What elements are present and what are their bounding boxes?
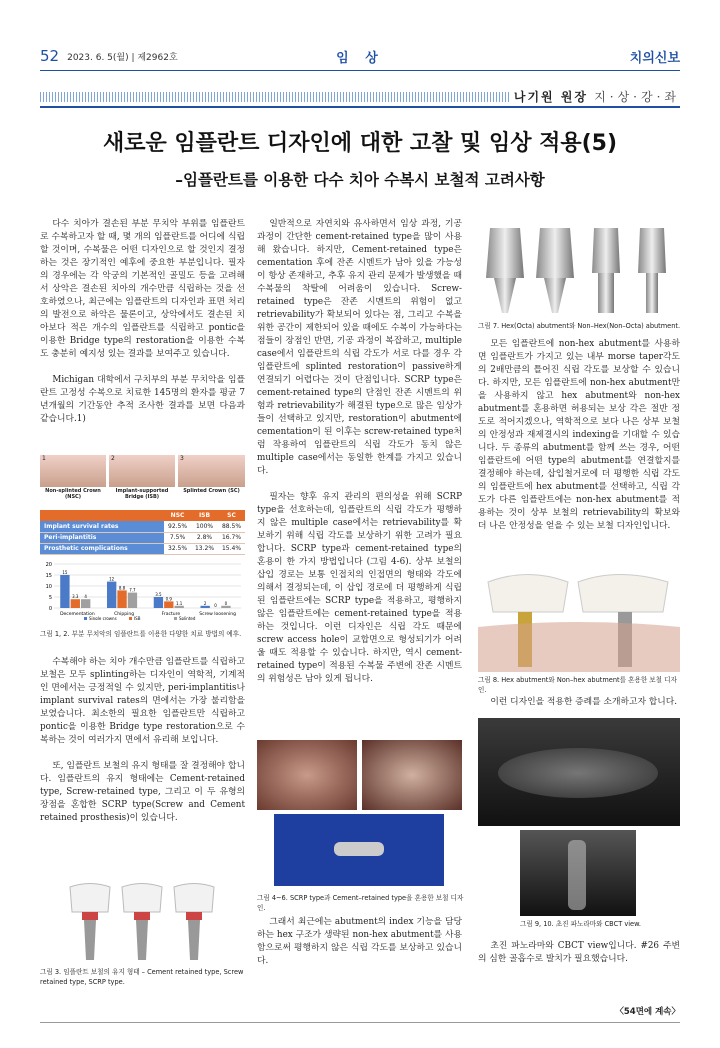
y-tick-label: 5 xyxy=(48,595,52,601)
bar xyxy=(200,606,209,608)
outcome-table xyxy=(40,510,245,555)
cement-retained-implant xyxy=(70,884,110,961)
bar-data-label: 8.8 xyxy=(118,585,126,591)
page-number: 52 xyxy=(40,47,60,65)
x-tick-label: Screw loosening xyxy=(199,612,236,617)
series-banner xyxy=(40,88,680,104)
clinical-photo-5 xyxy=(362,740,462,810)
continued-note: 〈54면에 계속〉 xyxy=(615,1007,680,1017)
bar xyxy=(175,606,184,608)
paragraph: 그래서 최근에는 abutment의 index 기능을 담당하는 hex 구조가 생략된 non-hex abutment를 사용함으로써 평행하지 않은 식립 각도를 보상하고 있습니다. xyxy=(257,917,462,966)
paragraph: 또, 임플란트 보철의 유지 형태를 잘 결정해야 합니다. 임플란트의 유지 형태에는 Cement-retained type, Screw-retained type, 그리고 이 두 유형의 장점을 혼합한 SCRP type(Screw and Cement retained prosthesis)이 있습니다. xyxy=(40,761,245,823)
bar xyxy=(154,597,163,608)
bar xyxy=(164,601,173,608)
jaw-silhouette xyxy=(498,748,658,798)
caption-fig-7: 그림 7. Hex(Octa) abutment와 Non–Hex(Non–Octa) abutment. xyxy=(478,322,681,330)
bar xyxy=(81,599,90,608)
nsc-image: 1 xyxy=(40,455,106,487)
hex-abutment-2 xyxy=(536,228,574,313)
col3-bottom-text xyxy=(478,940,680,979)
table-header: SC xyxy=(218,510,245,521)
paragraph: 초진 파노라마와 CBCT view입니다. #26 주변의 심한 골흡수로 발치가 필요했습니다. xyxy=(478,941,680,964)
y-tick-label: 15 xyxy=(45,573,52,579)
figure-7-abutments xyxy=(478,218,678,318)
newspaper-logo: 치의신보 xyxy=(629,50,680,66)
cbct-view xyxy=(520,830,636,916)
isb-image: 2 xyxy=(109,455,175,487)
col3-top-text xyxy=(478,338,680,546)
bar xyxy=(107,582,116,608)
table-header xyxy=(40,510,164,521)
banner-rule xyxy=(40,106,680,108)
screw-retained-implant xyxy=(122,884,162,961)
legend-label: Splinted xyxy=(179,616,196,620)
bar xyxy=(117,590,126,608)
issue-date: 2023. 6. 5(월) | 제2962호 xyxy=(67,52,178,63)
table-row: Prosthetic complications 32.5% 13.2% 15.4% xyxy=(40,543,245,554)
paragraph: 다수 치아가 결손된 부분 무치악 부위를 임플란트로 수복하고자 할 때, 몇 개의 임플란트를 어디에 식립할 것이며, 수복물은 어떤 디자인으로 할 것인지 결정하는 것은 장기적인 예후에 중요한 부분입니다. 필자의 경우에는 각 악궁의 기본적인 골밀도 등을 고려해서 상악은 결손된 치아의 개수만큼 식립하는 것을 선호하였으나, 최근에는 임플란트의 디자인과 표면 처리의 발전으로 하악은 물론이고, 상악에서도 결손된 치아보다 적은 개수의 임플란트를 식립하고 pontic을 이용한 Bridge type의 restoration을 이용한 수복도 충분히 예지성 있는 결과를 보여주고 있습니다. xyxy=(40,219,245,359)
series-title: 지·상·강·좌 xyxy=(594,90,680,104)
table-row: Implant survival rates 92.5% 100% 88.5% xyxy=(40,521,245,532)
bar xyxy=(221,606,230,608)
y-tick-label: 20 xyxy=(45,562,52,568)
legend-label: ISB xyxy=(134,616,141,620)
legend-label: Single crowns xyxy=(89,616,117,620)
prosthesis-photo-6 xyxy=(274,814,444,886)
bar-data-label: 7.7 xyxy=(129,587,136,593)
scrp-implant xyxy=(174,884,214,961)
paragraph: 모든 임플란트에 non-hex abutment를 사용하면 임플란트가 가지고 있는 내부 morse taper각도의 2배만큼의 틀어진 식립 각도를 보상할 수 있습니다. 하지만, 모든 임플란트에 non-hex abutment만을 사용하지 않고 hex abutment와 non-hex abutment를 혼용하면 허용되는 보상 각은 절반 정도로 적어지겠으나, 역학적으로 보다 나은 상부 보철의 안정성과 재제결시의 indexing을 기대할 수 있습니다. 두 종류의 abutment를 함께 쓰는 경우, 어떤 임플란트에 어떤 type의 abutment를 연결할지를 결정해야 하는데, 삽입철거로에 더 평행한 식립 각도의 임플란트에 hex abutment를 선택하고, 식립 각도가 다른 임플란트에는 non-hex abutment를 적용하는 것이 상부 보철의 retrievability의 확보와 더 나은 안정성을 얻을 수 있는 보철 디자인입니다. xyxy=(478,339,680,531)
sc-label: Splinted Crown (SC) xyxy=(183,488,240,494)
legend-swatch xyxy=(84,617,87,620)
caption-fig-3: 그림 3. 임플란트 보철의 유지 형태 – Cement retained type, Screw retained type, SCRP type. xyxy=(40,968,244,986)
paragraph: 일반적으로 자연치와 유사하면서 임상 과정, 기공 과정이 간단한 cement-retained type을 많이 사용해 왔습니다. 하지만, Cement-retained type은 cementation 후에 잔존 시멘트가 남아 있을 가능성이 항상 존재하고, 추후 유지 관리 문제가 발생했을 때 수복물의 착탈에 어려움이 있습니다. Screw-retained type은 잔존 시멘트의 위험이 없고 retrievability가 확보되어 있다는 점, 그리고 수복을 위한 공간이 제한되어 있을 때에도 수복이 가능하다는 점들이 장점인 반면, 기공 과정이 복잡하고, multiple case에서 임플란트의 식립 각도가 서로 다를 경우 각 임플란트에 splinted restoration이 passive하게 연결되기 어렵다는 것이 단점입니다. SCRP type은 cement-retained type의 단점인 잔존 시멘트의 위험과 retrievability가 해결된 type으로 많은 임상가들이 선택하고 있지만, restoration이 abutment에 cementation이 된 이후는 screw-retained type처럼 작용하여 임플란트의 식립 각도가 동치 않은 multiple case에서는 동일한 한계를 가지고 있습니다. xyxy=(257,219,462,476)
article-title: 새로운 임플란트 디자인에 대한 고찰 및 임상 적용(5) xyxy=(102,131,618,156)
article-subtitle: –임플란트를 이용한 다수 치아 수복시 보철적 고려사항 xyxy=(175,171,545,189)
paragraph: 이런 디자인을 적용한 증례를 소개하고자 합니다. xyxy=(490,697,678,707)
panoramic-xray xyxy=(478,718,680,826)
bar xyxy=(60,575,69,608)
table-header: ISB xyxy=(191,510,218,521)
series-author: 나기원 원장 지·상·강·좌 xyxy=(513,90,680,104)
bar-data-label: 15 xyxy=(62,570,68,575)
col1-bottom-text xyxy=(40,656,245,838)
bar xyxy=(71,599,80,608)
caption-fig-8: 그림 8. Hex abutment와 Non–hex abutment를 혼용한 보철 디자인. xyxy=(478,676,677,694)
bar-data-label: 1.1 xyxy=(175,600,183,606)
section-name: 임 상 xyxy=(336,50,384,66)
x-tick-label: Fracture xyxy=(161,612,181,617)
paragraph: Michigan 대학에서 구치부의 부분 무치악을 임플란트 고정성 수복으로 치료한 145명의 환자를 평균 7년개월의 기간동안 추적 조사한 결과를 보면 다음과 같습니다.1) xyxy=(40,375,245,424)
abutment-illustration xyxy=(478,218,678,318)
bar-data-label: 2 xyxy=(203,600,207,606)
paragraph: 필자는 향후 유지 관리의 편의성을 위해 SCRP type을 선호하는데, 임플란트의 식립 각도가 평행하지 않은 multiple case에서는 retrievability를 확보하기 위해 식립 각도를 보상하기 위한 고려가 필요합니다. SCRP type과 cement-retained type의 혼용이 한 가지 방법입니다 (그림 4-6). 상부 보철의 삽입 경로는 보통 인접치의 인접면의 형태와 각도에 의해서 결정되는데, 이 삽입 경로에 더 평행하게 식립된 임플란트에는 SCRP type을 적용하고, 평행하지 않은 임플란트에는 cement-retained type을 적용하는 것입니다. 이런 디자인은 식립 각도 때문에 screw access hole이 교합면으로 형성되기가 어려울 때도 적용할 수 있습니다. 하지만, 역시 cement-retained type이 적용된 수복물 주변에 잔존 시멘트의 위험성은 남아 있게 됩니다. xyxy=(257,492,462,684)
bar-data-label: 4 xyxy=(84,594,87,600)
decorative-stripes xyxy=(40,92,510,102)
figure-3-retention-types xyxy=(40,882,245,964)
legend-swatch xyxy=(174,617,177,620)
legend-swatch xyxy=(129,617,132,620)
bar-data-label: 0 xyxy=(214,603,217,608)
bar-data-label: 3.5 xyxy=(155,592,162,597)
isb-label: Implant-supported Bridge (ISB) xyxy=(115,488,169,500)
x-tick-label: Decementation xyxy=(60,612,95,617)
figure-4-6-clinical-photos xyxy=(257,740,462,888)
y-tick-label: 0 xyxy=(48,606,52,612)
page-header xyxy=(40,44,680,68)
col2-bottom-text xyxy=(257,916,462,981)
molar-implant-illustration xyxy=(478,572,680,672)
bar-data-label: 0 xyxy=(224,600,228,606)
paragraph: 수복해야 하는 치아 개수만큼 임플란트를 식립하고 보철은 모두 splinting하는 디자인이 역학적, 기계적인 면에서는 긍정적일 수 있지만, peri-implantitis나 implant survival rates의 면에서는 가장 불리함을 보였습니다. 최소한의 필요한 임플란트만 식립하고 pontic을 이용한 Bridge type restoration으로 수복하는 것이 여러가지 면에서 유리해 보입니다. xyxy=(40,657,245,745)
x-tick-label: Chipping xyxy=(114,612,135,617)
y-tick-label: 10 xyxy=(45,584,52,590)
non-hex-abutment-1 xyxy=(592,228,620,313)
footer-rule xyxy=(40,1022,680,1023)
sc-image: 3 xyxy=(178,455,245,487)
bar xyxy=(128,593,137,608)
caption-fig-4-6: 그림 4~6. SCRP type과 Cement–retained type을 혼용한 보철 디자인. xyxy=(257,894,464,912)
caption-fig-9-10: 그림 9, 10. 초진 파노라마와 CBCT view. xyxy=(520,920,641,928)
col2-top-text xyxy=(257,218,462,699)
figure-1-implant-diagrams xyxy=(40,455,245,500)
header-rule xyxy=(40,70,680,71)
figure-8-prosthesis-design xyxy=(478,572,680,672)
caption-fig-1-2: 그림 1, 2. 부분 무치악의 임플란트를 이용한 다양한 치료 방법의 예후. xyxy=(40,630,242,638)
complication-bar-chart xyxy=(40,560,245,620)
table-header: NSC xyxy=(164,510,191,521)
bar-data-label: 0.9 xyxy=(165,596,172,602)
col1-top-text xyxy=(40,218,245,439)
hex-abutment-1 xyxy=(486,228,524,313)
clinical-photo-4 xyxy=(257,740,357,810)
table-row: Peri-implantitis 7.5% 2.8% 16.7% xyxy=(40,532,245,543)
non-hex-abutment-2 xyxy=(638,228,666,313)
implant-retention-illustration xyxy=(40,882,245,964)
bar-data-label: 3.3 xyxy=(72,594,79,600)
bar-data-label: 12 xyxy=(109,576,115,582)
nsc-label: Non-splinted Crown (NSC) xyxy=(45,488,101,500)
